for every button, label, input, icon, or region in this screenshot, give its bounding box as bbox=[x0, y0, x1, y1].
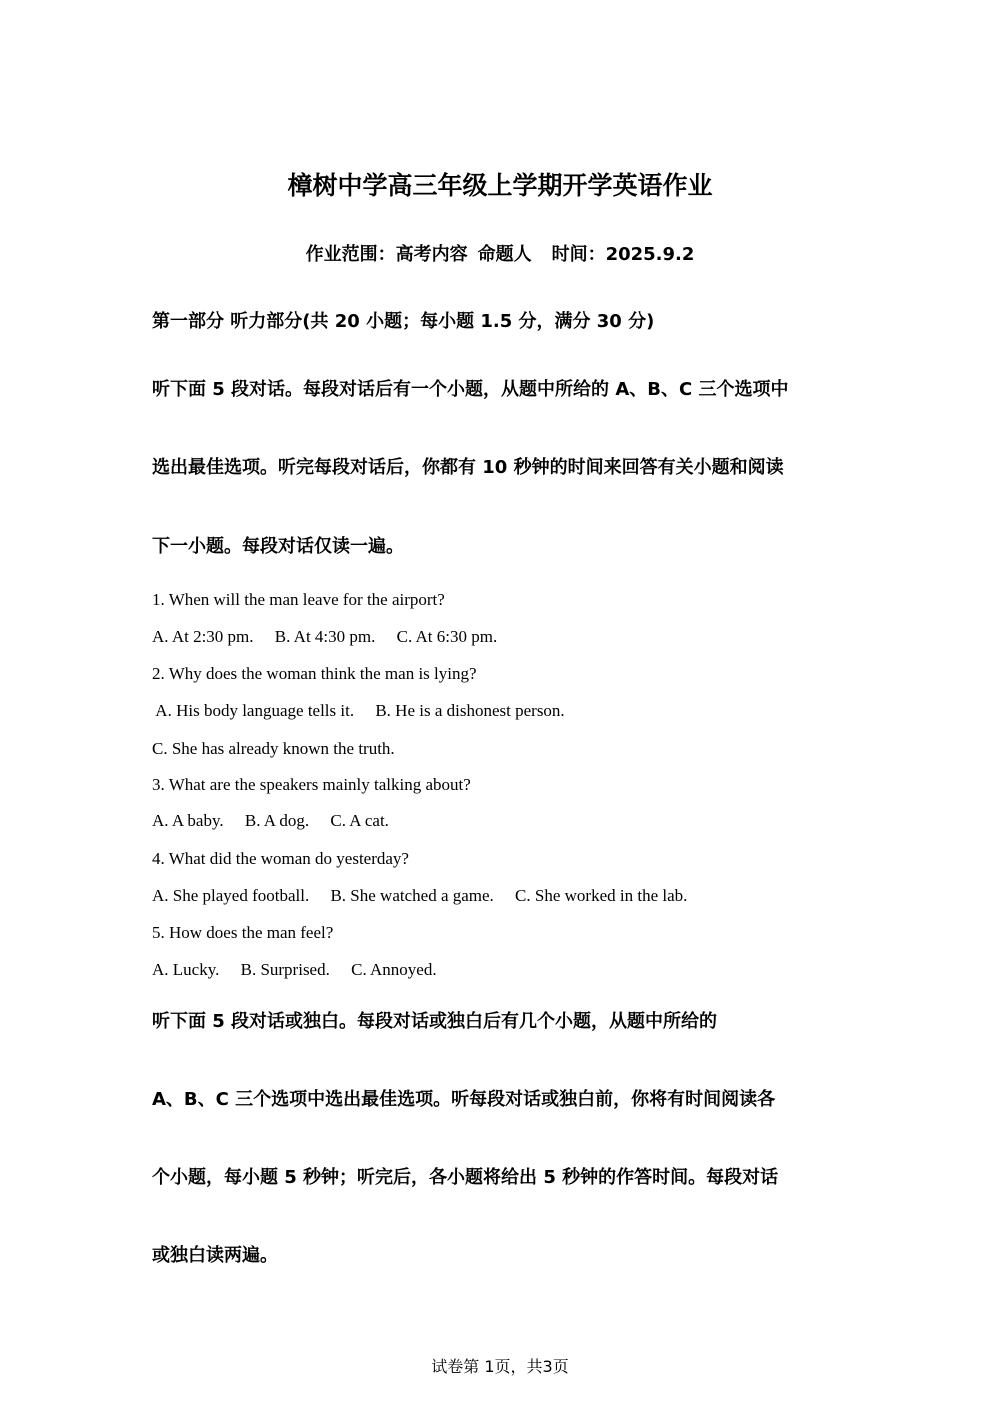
author-label: 命题人 bbox=[477, 244, 532, 265]
part1-heading: 第一部分 听力部分(共 20 小题；每小题 1.5 分，满分 30 分) bbox=[152, 311, 655, 332]
question-2-options-cont: C. She has already known the truth. bbox=[152, 739, 395, 758]
section1-instruction-line: 听下面 5 段对话。每段对话后有一个小题，从题中所给的 A、B、C 三个选项中 bbox=[152, 379, 789, 400]
section2-instruction-line: A、B、C 三个选项中选出最佳选项。听每段对话或独白前，你将有时间阅读各 bbox=[152, 1089, 776, 1110]
question-5: 5. How does the man feel? bbox=[152, 923, 334, 942]
question-5-options: A. Lucky. B. Surprised. C. Annoyed. bbox=[152, 960, 437, 979]
question-1-options: A. At 2:30 pm. B. At 4:30 pm. C. At 6:30 pm. bbox=[152, 627, 498, 646]
question-3: 3. What are the speakers mainly talking about? bbox=[152, 775, 471, 794]
time-label: 时间：2025.9.2 bbox=[551, 244, 695, 265]
section1-instruction-line: 选出最佳选项。听完每段对话后，你都有 10 秒钟的时间来回答有关小题和阅读 bbox=[152, 457, 784, 478]
page-footer: 试卷第 1页，共3页 bbox=[431, 1357, 569, 1376]
question-4-options: A. She played football. B. She watched a game. C. She worked in the lab. bbox=[152, 886, 688, 905]
scope-label: 作业范围：高考内容 bbox=[305, 244, 468, 265]
section2-instruction-line: 个小题，每小题 5 秒钟；听完后，各小题将给出 5 秒钟的作答时间。每段对话 bbox=[152, 1167, 779, 1188]
exam-meta bbox=[0, 241, 1000, 269]
page-title: 樟树中学高三年级上学期开学英语作业 bbox=[287, 171, 713, 200]
question-3-options: A. A baby. B. A dog. C. A cat. bbox=[152, 811, 389, 830]
question-4: 4. What did the woman do yesterday? bbox=[152, 849, 409, 868]
section2-instruction-line: 或独白读两遍。 bbox=[152, 1245, 278, 1266]
section2-instruction-line: 听下面 5 段对话或独白。每段对话或独白后有几个小题，从题中所给的 bbox=[152, 1011, 718, 1032]
question-1: 1. When will the man leave for the airport? bbox=[152, 590, 445, 609]
question-2: 2. Why does the woman think the man is lying? bbox=[152, 664, 477, 683]
section1-instruction-line: 下一小题。每段对话仅读一遍。 bbox=[152, 536, 404, 557]
question-2-options: A. His body language tells it. B. He is a dishonest person. bbox=[152, 701, 565, 720]
